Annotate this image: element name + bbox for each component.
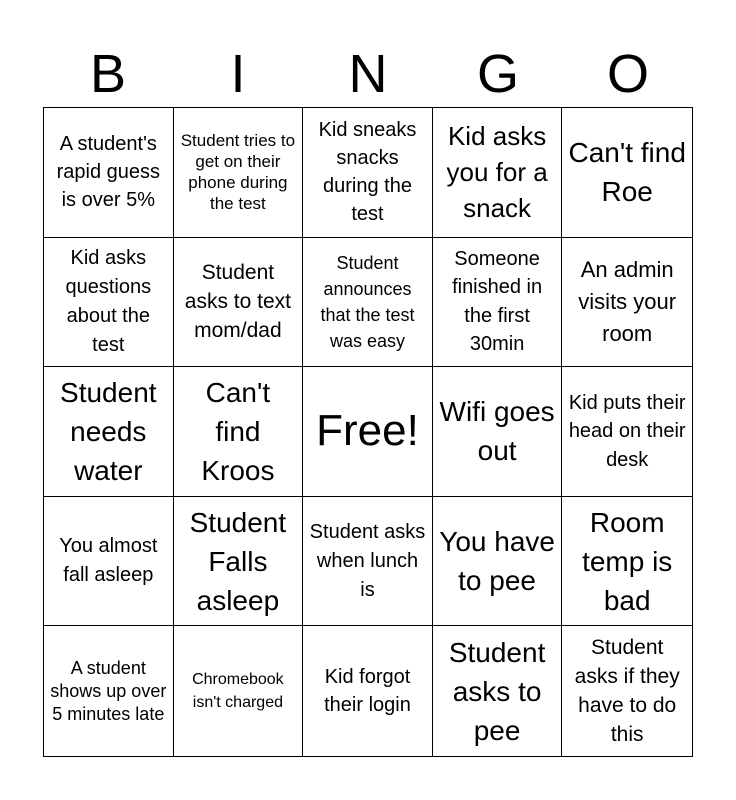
bingo-cell-label: Kid puts their head on their desk — [568, 391, 686, 471]
header-letter-g: G — [476, 44, 519, 104]
bingo-board — [43, 107, 693, 757]
bingo-cell-g2[interactable] — [433, 238, 563, 368]
bingo-cell-label: Kid forgot their login — [324, 666, 411, 717]
bingo-cell-label: Room temp is bad — [582, 506, 673, 616]
bingo-cell-b3[interactable] — [44, 367, 174, 497]
bingo-cell-g5[interactable] — [433, 626, 563, 756]
bingo-cell-o3[interactable] — [562, 367, 692, 497]
bingo-cell-n2[interactable] — [303, 238, 433, 368]
bingo-cell-label: Chromebook isn't charged — [192, 671, 284, 712]
bingo-cell-i1[interactable] — [174, 108, 304, 238]
bingo-cell-label: You have to pee — [439, 526, 555, 597]
bingo-cell-b5[interactable] — [44, 626, 174, 756]
bingo-cell-label: Student asks if they have to do this — [574, 636, 680, 747]
header-letter-o: O — [606, 44, 649, 104]
bingo-cell-label: Kid sneaks snacks during the test — [318, 119, 417, 226]
bingo-cell-label: Student tries to get on their phone during the test — [180, 131, 296, 214]
bingo-cell-i2[interactable] — [174, 238, 304, 368]
bingo-cell-label: Student Falls asleep — [189, 506, 287, 616]
bingo-cell-o1[interactable] — [562, 108, 692, 238]
bingo-cell-n3-free[interactable] — [303, 367, 433, 497]
bingo-cell-label: Can't find Roe — [568, 137, 686, 208]
bingo-cell-label: Student asks to text mom/dad — [184, 261, 291, 343]
bingo-cell-label: An admin visits your room — [578, 256, 677, 346]
bingo-cell-label: Student asks when lunch is — [309, 520, 426, 601]
bingo-cell-label: A student shows up over 5 minutes late — [50, 657, 167, 724]
free-space-label: Free! — [316, 406, 419, 456]
bingo-cell-label: Wifi goes out — [439, 396, 555, 467]
header-letter-n: N — [348, 44, 388, 104]
bingo-cell-label: You almost fall asleep — [59, 535, 158, 587]
bingo-cell-g3[interactable] — [433, 367, 563, 497]
bingo-cell-o4[interactable] — [562, 497, 692, 627]
bingo-cell-b1[interactable] — [44, 108, 174, 238]
bingo-cell-b4[interactable] — [44, 497, 174, 627]
bingo-cell-n4[interactable] — [303, 497, 433, 627]
bingo-cell-i3[interactable] — [174, 367, 304, 497]
bingo-cell-label: Student asks to pee — [448, 636, 546, 746]
header-letter-i: I — [230, 44, 246, 104]
bingo-cell-label: Student announces that the test was easy — [320, 252, 415, 351]
bingo-cell-g1[interactable] — [433, 108, 563, 238]
bingo-cell-n5[interactable] — [303, 626, 433, 756]
bingo-cell-label: Kid asks you for a snack — [446, 121, 548, 224]
bingo-cell-i5[interactable] — [174, 626, 304, 756]
bingo-cell-label: Kid asks questions about the test — [65, 246, 152, 356]
bingo-cell-o2[interactable] — [562, 238, 692, 368]
bingo-cell-label: A student's rapid guess is over 5% — [56, 133, 160, 212]
bingo-cell-label: Can't find Kroos — [201, 376, 275, 486]
bingo-cell-g4[interactable] — [433, 497, 563, 627]
bingo-cell-o5[interactable] — [562, 626, 692, 756]
bingo-cell-label: Someone finished in the first 30min — [452, 247, 543, 356]
bingo-cell-i4[interactable] — [174, 497, 304, 627]
bingo-cell-label: Student needs water — [60, 376, 157, 486]
bingo-cell-b2[interactable] — [44, 238, 174, 368]
bingo-header — [43, 40, 693, 108]
header-letter-b: B — [89, 44, 127, 104]
bingo-cell-n1[interactable] — [303, 108, 433, 238]
